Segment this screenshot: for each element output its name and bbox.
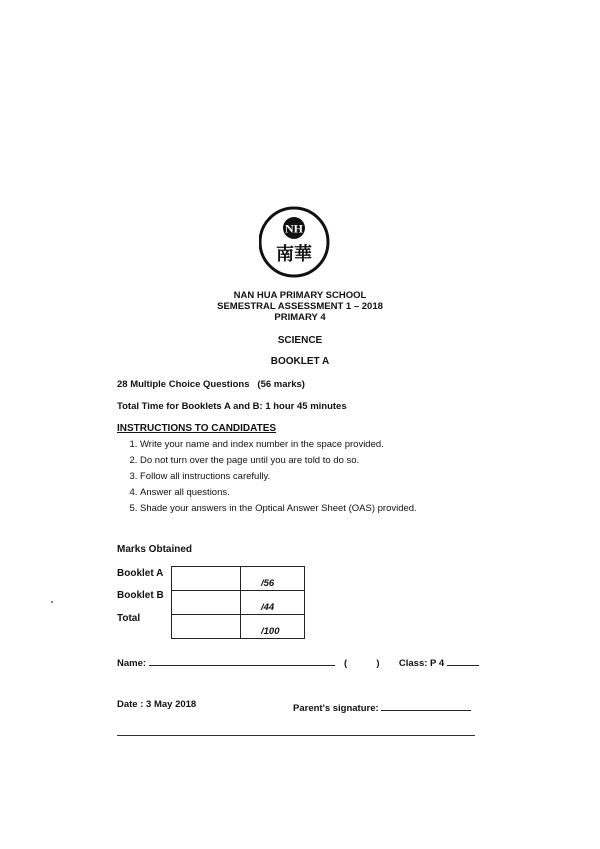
bottom-rule xyxy=(117,735,475,736)
school-logo xyxy=(259,205,341,287)
instruction-item: 4. Answer all questions. xyxy=(140,485,417,501)
signature-row xyxy=(293,700,471,714)
index-close-paren: ) xyxy=(376,658,380,669)
logo-chinese: 南華 xyxy=(276,244,312,265)
marks-table xyxy=(171,566,305,639)
table-row xyxy=(172,567,305,591)
max-marks: /56 xyxy=(241,567,305,591)
instruction-item: 1. Write your name and index number in the space provided. xyxy=(140,437,417,453)
class-field[interactable] xyxy=(447,655,479,666)
total-label: Total xyxy=(117,613,141,624)
max-marks: /44 xyxy=(241,591,305,615)
score-cell[interactable] xyxy=(172,567,241,591)
level: PRIMARY 4 xyxy=(274,312,326,323)
time-info: Total Time for Booklets A and B: 1 hour 45 minutes xyxy=(117,401,347,412)
assessment-title: SEMESTRAL ASSESSMENT 1 – 2018 xyxy=(217,301,383,312)
instructions-list xyxy=(117,437,417,517)
subject: SCIENCE xyxy=(277,335,323,346)
booklet-a-label: Booklet A xyxy=(117,568,164,579)
instruction-item: 5. Shade your answers in the Optical Answer Sheet (OAS) provided. xyxy=(140,501,417,517)
instruction-item: 3. Follow all instructions carefully. xyxy=(140,469,417,485)
instructions-heading: INSTRUCTIONS TO CANDIDATES xyxy=(117,423,277,434)
score-cell[interactable] xyxy=(172,591,241,615)
marks-heading: Marks Obtained xyxy=(117,544,193,555)
table-row xyxy=(172,591,305,615)
booklet: BOOKLET A xyxy=(270,356,330,367)
instruction-item: 2. Do not turn over the page until you are told to do so. xyxy=(140,453,417,469)
school-name: NAN HUA PRIMARY SCHOOL xyxy=(233,290,367,301)
class-label: Class: P 4 xyxy=(398,658,445,669)
questions-info: 28 Multiple Choice Questions (56 marks) xyxy=(117,379,305,390)
date-label: Date : 3 May 2018 xyxy=(117,699,197,710)
name-field[interactable] xyxy=(149,655,335,666)
table-row xyxy=(172,615,305,639)
booklet-b-label: Booklet B xyxy=(117,590,164,601)
index-open-paren: ( xyxy=(343,658,348,669)
scan-speck xyxy=(51,601,53,603)
name-label: Name: xyxy=(117,658,147,669)
signature-label: Parent's signature: xyxy=(293,703,379,714)
max-marks: /100 xyxy=(241,615,305,639)
logo-letters: NH xyxy=(285,221,303,236)
score-cell[interactable] xyxy=(172,615,241,639)
title-block xyxy=(0,290,600,323)
signature-field[interactable] xyxy=(381,700,471,711)
name-row xyxy=(117,655,477,669)
